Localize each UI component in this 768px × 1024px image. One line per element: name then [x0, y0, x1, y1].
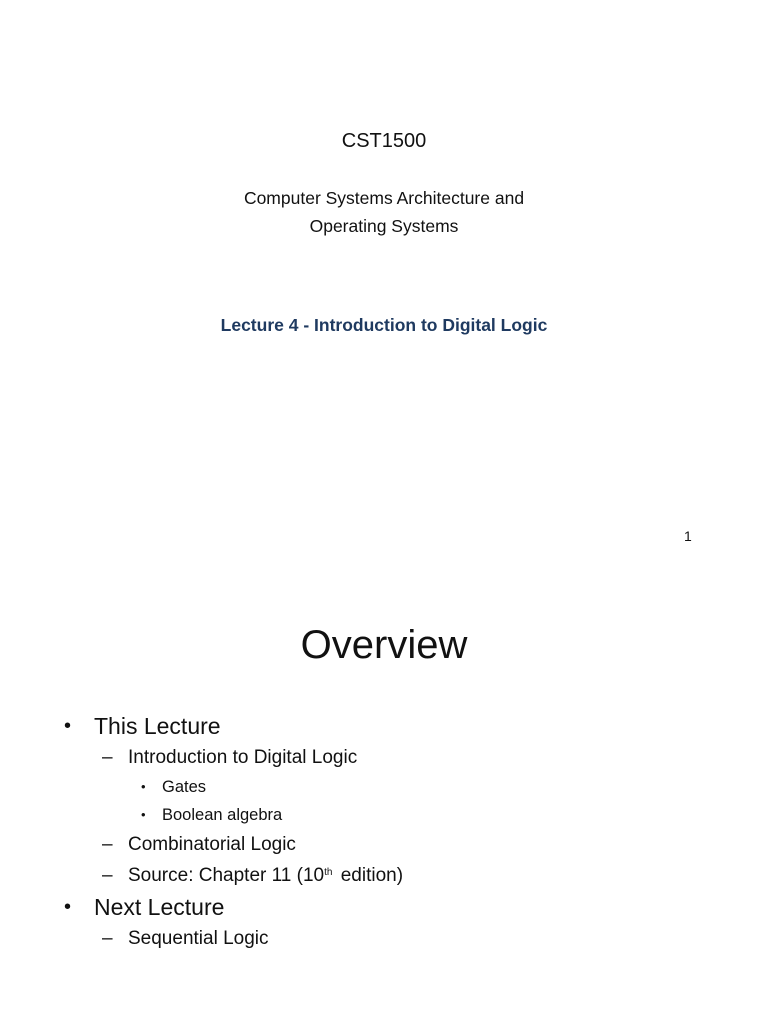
- bullet-next-lecture: [0, 891, 768, 923]
- dash-marker: –: [102, 834, 113, 855]
- bullet-marker: •: [64, 896, 72, 918]
- bullet-marker: •: [141, 807, 146, 822]
- page-number: 1: [684, 528, 692, 544]
- dash-marker: –: [102, 747, 113, 768]
- course-title-line-2: Operating Systems: [309, 216, 459, 236]
- slide-title: Overview: [300, 623, 468, 667]
- bullet-source: [0, 860, 768, 891]
- bullet-intro-digital-logic: [0, 742, 768, 773]
- bullet-text: Introduction to Digital Logic: [128, 747, 358, 768]
- bullet-list: [0, 710, 768, 954]
- bullet-combinatorial-logic: [0, 829, 768, 860]
- course-title: [0, 184, 768, 240]
- dash-marker: –: [102, 928, 113, 949]
- bullet-sequential-logic: [0, 923, 768, 954]
- bullet-marker: •: [64, 715, 72, 737]
- bullet-text: Gates: [162, 778, 207, 796]
- course-code: CST1500: [341, 130, 427, 152]
- overview-slide: [0, 576, 768, 1024]
- bullet-gates: [0, 773, 768, 801]
- source-suffix: edition): [335, 865, 404, 886]
- bullet-marker: •: [141, 779, 146, 794]
- bullet-this-lecture: [0, 710, 768, 742]
- bullet-text: Sequential Logic: [128, 928, 269, 949]
- course-title-line-1: Computer Systems Architecture and: [243, 188, 525, 208]
- dash-marker: –: [102, 865, 113, 886]
- bullet-text: This Lecture: [94, 713, 221, 739]
- bullet-text: Combinatorial Logic: [128, 834, 296, 855]
- bullet-boolean-algebra: [0, 801, 768, 829]
- lecture-title: Lecture 4 - Introduction to Digital Logic: [220, 315, 548, 335]
- bullet-text: Boolean algebra: [162, 806, 283, 824]
- bullet-text: Next Lecture: [94, 894, 225, 920]
- source-prefix: Source: Chapter 11 (10: [128, 865, 325, 886]
- source-ordinal: th: [324, 867, 333, 878]
